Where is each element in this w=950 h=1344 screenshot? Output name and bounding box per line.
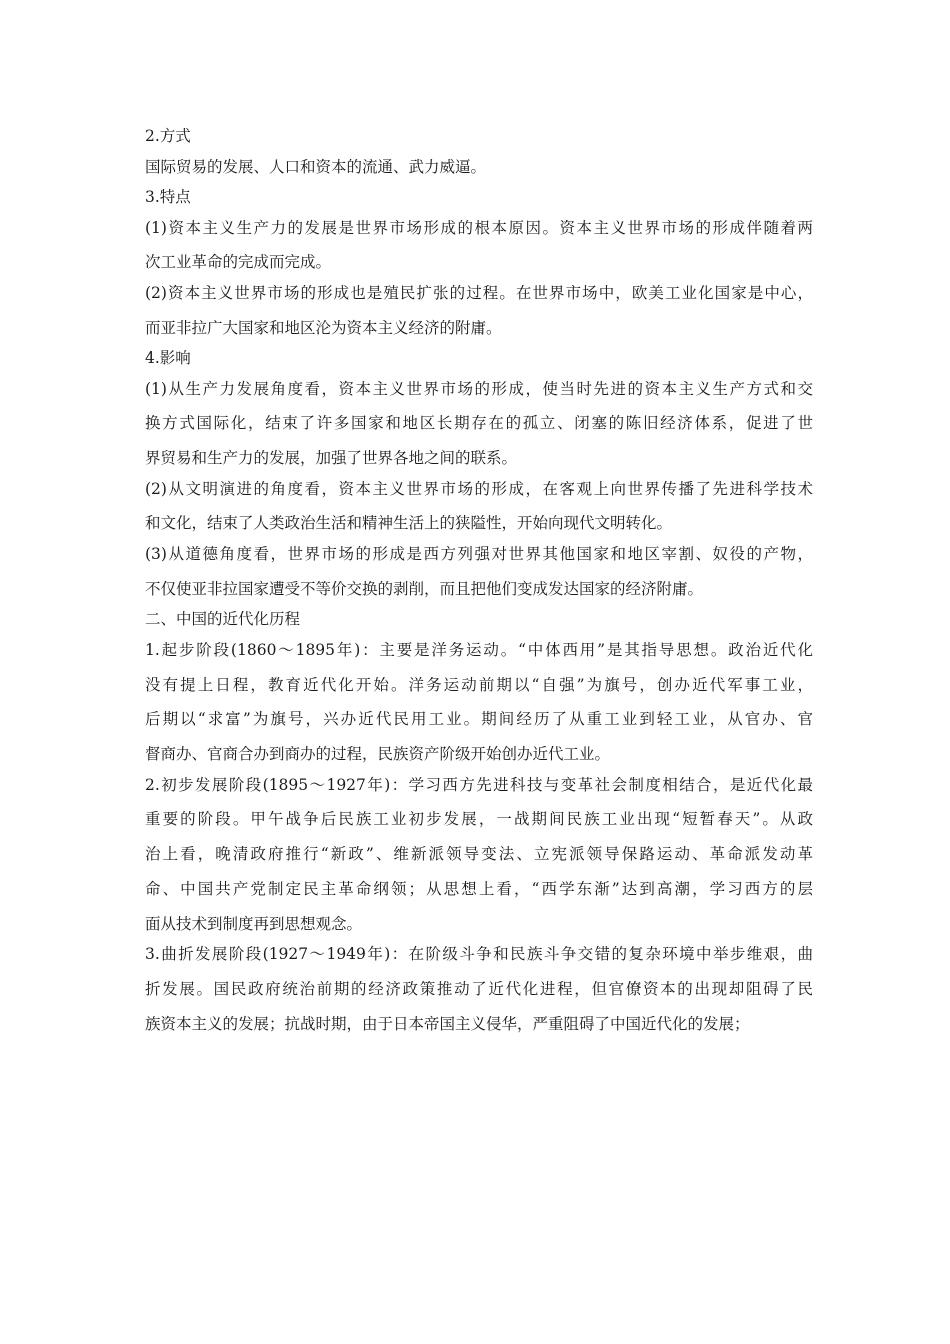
section-heading xyxy=(145,608,813,639)
document-body xyxy=(145,125,813,1043)
paragraph-line: 命、中国共产党制定民主革命纲领；从思想上看，“西学东渐”达到高潮，学习西方的层 xyxy=(145,880,813,899)
paragraph-line: 没有提上日程，教育近代化开始。洋务运动前期以“自强”为旗号，创办近代军事工业， xyxy=(145,675,813,694)
paragraph xyxy=(145,943,813,1043)
paragraph xyxy=(145,543,813,608)
section-heading xyxy=(145,125,813,156)
paragraph-line: 1.起步阶段(1860～1895年)：主要是洋务运动。“中体西用”是其指导思想。政治近代化 xyxy=(145,640,813,659)
paragraph xyxy=(145,156,813,187)
heading-text: 4.影响 xyxy=(145,349,191,368)
paragraph-line: (1)资本主义生产力的发展是世界市场形成的根本原因。资本主义世界市场的形成伴随着两 xyxy=(145,218,813,237)
paragraph-line: (2)资本主义世界市场的形成也是殖民扩张的过程。在世界市场中，欧美工业化国家是中心， xyxy=(145,283,813,302)
section-heading xyxy=(145,186,813,217)
paragraph xyxy=(145,378,813,478)
paragraph xyxy=(145,282,813,347)
paragraph-line: 换方式国际化，结束了许多国家和地区长期存在的孤立、闭塞的陈旧经济体系，促进了世 xyxy=(145,414,813,433)
paragraph-line: 不仅使亚非拉国家遭受不等价交换的剥削，而且把他们变成发达国家的经济附庸。 xyxy=(145,579,704,598)
paragraph-line: 2.初步发展阶段(1895～1927年)：学习西方先进科技与变革社会制度相结合，是近代化最 xyxy=(145,775,813,794)
heading-text: 3.特点 xyxy=(145,188,191,206)
paragraph-line: 国际贸易的发展、人口和资本的流通、武力威逼。 xyxy=(145,157,487,176)
paragraph-line: 界贸易和生产力的发展，加强了世界各地之间的联系。 xyxy=(145,449,518,468)
paragraph xyxy=(145,774,813,944)
paragraph-line: 重要的阶段。甲午战争后民族工业初步发展，一战期间民族工业出现“短暂春天”。从政 xyxy=(145,810,813,829)
heading-text: 二、中国的近代化历程 xyxy=(145,610,301,629)
paragraph-line: 次工业革命的完成而完成。 xyxy=(145,253,332,272)
paragraph xyxy=(145,478,813,543)
paragraph-line: (1)从生产力发展角度看，资本主义世界市场的形成，使当时先进的资本主义生产方式和交 xyxy=(145,379,813,398)
paragraph-line: (3)从道德角度看，世界市场的形成是西方列强对世界其他国家和地区宰割、奴役的产物， xyxy=(145,544,813,563)
paragraph-line: (2)从文明演进的角度看，资本主义世界市场的形成，在客观上向世界传播了先进科学技术 xyxy=(145,479,813,498)
paragraph-line: 而亚非拉广大国家和地区沦为资本主义经济的附庸。 xyxy=(145,318,502,337)
paragraph-line: 治上看，晚清政府推行“新政”、维新派领导变法、立宪派领导保路运动、革命派发动革 xyxy=(145,845,813,864)
paragraph-line: 3.曲折发展阶段(1927～1949年)：在阶级斗争和民族斗争交错的复杂环境中举步维艰，曲 xyxy=(145,945,813,964)
paragraph-line: 后期以“求富”为旗号，兴办近代民用工业。期间经历了从重工业到轻工业，从官办、官 xyxy=(145,710,813,729)
paragraph-line: 面从技术到制度再到思想观念。 xyxy=(145,914,363,933)
paragraph xyxy=(145,639,813,774)
heading-text: 2.方式 xyxy=(145,127,191,145)
paragraph-line: 督商办、官商合办到商办的过程，民族资产阶级开始创办近代工业。 xyxy=(145,745,611,764)
paragraph-line: 族资本主义的发展；抗战时期，由于日本帝国主义侵华，严重阻碍了中国近代化的发展； xyxy=(145,1014,750,1033)
paragraph xyxy=(145,217,813,282)
paragraph-line: 和文化，结束了人类政治生活和精神生活上的狭隘性，开始向现代文明转化。 xyxy=(145,514,673,533)
paragraph-line: 折发展。国民政府统治前期的经济政策推动了近代化进程，但官僚资本的出现却阻碍了民 xyxy=(145,980,813,999)
section-heading xyxy=(145,347,813,378)
